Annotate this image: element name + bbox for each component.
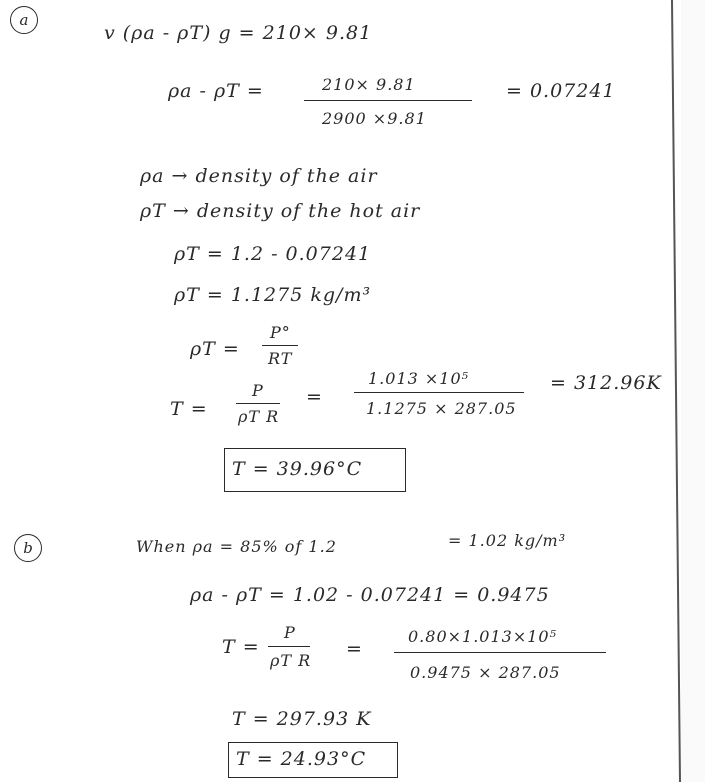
part-a-line6-denominator-2: 1.1275 × 287.05 xyxy=(366,399,517,418)
definition-rho-a: ρa → density of the air xyxy=(140,165,378,187)
part-a-line6-equals: = xyxy=(306,386,323,408)
part-a-line2-numerator: 210× 9.81 xyxy=(322,75,416,94)
part-a-label: a xyxy=(10,6,38,34)
part-a-line5-lhs: ρT = xyxy=(190,338,240,360)
part-b-line3-lhs: T = xyxy=(222,636,260,658)
part-b-line3-numerator: P xyxy=(284,623,296,642)
part-b-line1-result: = 1.02 kg/m³ xyxy=(448,531,567,550)
part-a-line2-fraction-bar xyxy=(304,100,472,101)
part-b-line3-equals: = xyxy=(346,638,363,660)
part-a-line2-denominator: 2900 ×9.81 xyxy=(322,109,427,128)
part-a-line6-numerator-2: 1.013 ×10⁵ xyxy=(368,369,470,388)
part-b-line1: When ρa = 85% of 1.2 xyxy=(136,537,337,556)
part-a-line6-fraction-bar xyxy=(236,403,280,404)
part-a-line5-denominator: RT xyxy=(268,349,293,368)
part-a-line6-lhs: T = xyxy=(170,398,208,420)
part-a-line6-denominator: ρT R xyxy=(238,407,280,426)
part-b-label: b xyxy=(14,534,42,562)
part-a-line6-result: = 312.96K xyxy=(550,372,662,394)
part-b-line3-denominator-2: 0.9475 × 287.05 xyxy=(410,663,561,682)
part-a-line2-result: = 0.07241 xyxy=(506,80,616,102)
definition-rho-t: ρT → density of the hot air xyxy=(140,200,421,222)
part-b-line3-fraction-bar xyxy=(268,646,310,647)
part-a-line5-fraction-bar xyxy=(262,345,298,346)
part-b-line2: ρa - ρT = 1.02 - 0.07241 = 0.9475 xyxy=(190,584,550,606)
part-a-line6-fraction-bar-2 xyxy=(354,392,524,393)
part-b-line3-denominator: ρT R xyxy=(270,651,312,670)
part-a-answer: T = 39.96°C xyxy=(232,458,363,480)
part-b-line4: T = 297.93 K xyxy=(232,708,372,730)
part-a-line4: ρT = 1.1275 kg/m³ xyxy=(174,284,372,306)
part-a-line5-numerator: P° xyxy=(270,323,291,342)
part-a-line1: v (ρa - ρT) g = 210× 9.81 xyxy=(104,22,373,44)
part-a-line3: ρT = 1.2 - 0.07241 xyxy=(174,243,372,265)
part-a-line6-numerator: P xyxy=(252,381,264,400)
part-b-line3-numerator-2: 0.80×1.013×10⁵ xyxy=(408,627,558,646)
part-b-line3-fraction-bar-2 xyxy=(394,652,606,653)
part-a-line2-lhs: ρa - ρT = xyxy=(168,80,264,102)
part-b-answer: T = 24.93°C xyxy=(236,748,367,770)
